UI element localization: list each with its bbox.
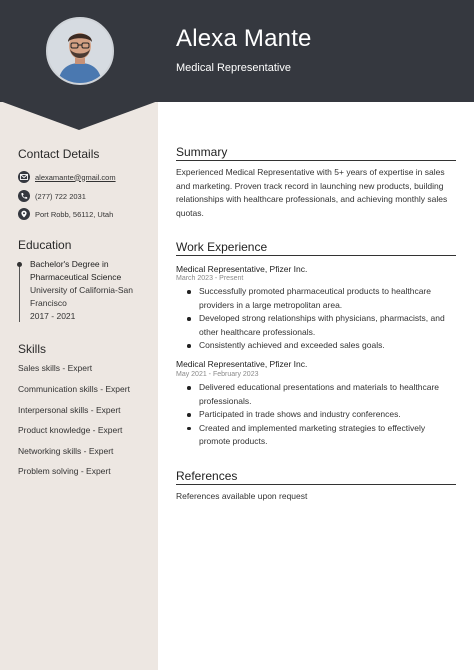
skill-item: Problem solving - Expert	[18, 466, 111, 476]
list-item: Successfully promoted pharmaceutical products to healthcare providers in a large metropolitan area.	[176, 285, 458, 312]
list-item: Participated in trade shows and industry conferences.	[176, 408, 458, 422]
email-icon	[18, 171, 30, 183]
work-experience-heading: Work Experience	[176, 240, 456, 256]
location-text: Port Robb, 56112, Utah	[35, 209, 114, 219]
job-2-title: Medical Representative, Pfizer Inc.	[176, 359, 308, 369]
contact-phone-row	[18, 189, 86, 203]
job-2-dates: May 2021 - February 2023	[176, 371, 259, 378]
list-item: Created and implemented marketing strategies to effectively promote products.	[176, 422, 458, 449]
contact-email-row[interactable]	[18, 170, 116, 184]
summary-text: Experienced Medical Representative with 5+ years of expertise in sales and marketing. Proven track record in launching new products, building relationships with healthcare professionals, and achieving monthly sales quotas.	[176, 167, 448, 218]
education-timeline-dot	[17, 262, 22, 267]
skills-heading: Skills	[18, 342, 47, 356]
skill-item: Sales skills - Expert	[18, 363, 93, 373]
location-pin-icon	[18, 208, 30, 220]
job-title-subtitle: Medical Representative	[176, 62, 291, 74]
job-1-dates: March 2023 - Present	[176, 275, 244, 282]
education-school: University of California-San Francisco	[30, 285, 133, 308]
education-degree: Bachelor's Degree in Pharmaceutical Science	[30, 259, 122, 282]
list-item: Developed strong relationships with physicians, pharmacists, and other healthcare professionals.	[176, 312, 458, 339]
skill-item: Interpersonal skills - Expert	[18, 405, 121, 415]
summary-heading: Summary	[176, 145, 456, 161]
contact-heading: Contact Details	[18, 147, 100, 161]
contact-location-row	[18, 207, 113, 221]
phone-number: (277) 722 2031	[35, 191, 86, 201]
job-2-bullets	[176, 381, 458, 449]
job-1-title: Medical Representative, Pfizer Inc.	[176, 264, 308, 274]
education-heading: Education	[18, 238, 72, 252]
list-item: Consistently achieved and exceeded sales goals.	[176, 339, 458, 353]
education-years: 2017 - 2021	[30, 311, 76, 321]
header-chevron	[0, 101, 158, 131]
references-text: References available upon request	[176, 491, 308, 501]
education-timeline-line	[19, 262, 20, 322]
profile-photo	[48, 19, 112, 83]
references-heading: References	[176, 469, 456, 485]
job-1-bullets	[176, 285, 458, 353]
education-entry	[30, 258, 155, 323]
skill-item: Communication skills - Expert	[18, 384, 130, 394]
skill-item: Networking skills - Expert	[18, 446, 114, 456]
avatar	[46, 17, 114, 85]
skill-item: Product knowledge - Expert	[18, 425, 123, 435]
phone-icon	[18, 190, 30, 202]
candidate-name: Alexa Mante	[176, 25, 312, 52]
email-link[interactable]: alexamante@gmail.com	[35, 172, 116, 182]
list-item: Delivered educational presentations and materials to healthcare professionals.	[176, 381, 458, 408]
